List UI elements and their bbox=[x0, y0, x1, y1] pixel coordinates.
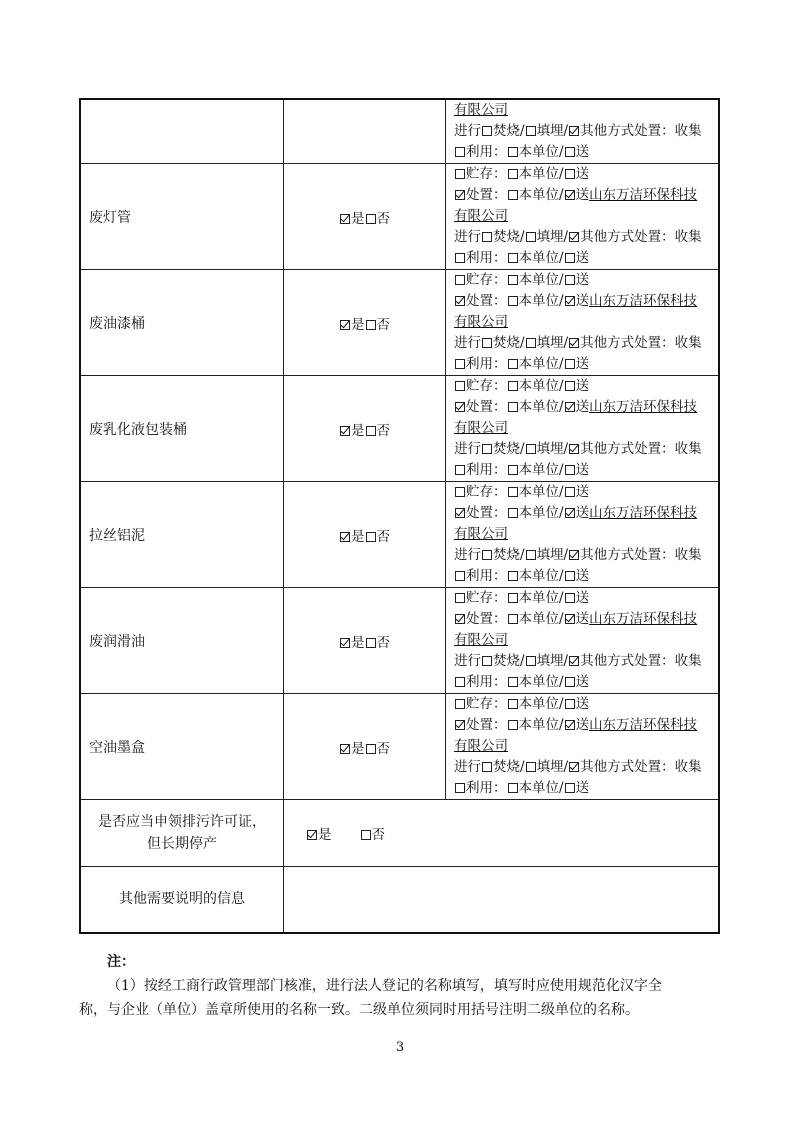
checkbox-burn[interactable] bbox=[482, 550, 492, 560]
checkbox-yes[interactable] bbox=[340, 532, 350, 542]
company-name: 山东万洁环保科技 bbox=[589, 293, 698, 309]
checkbox-dispose[interactable] bbox=[455, 402, 465, 412]
checkbox-dispose-self[interactable] bbox=[508, 508, 518, 518]
checkbox-no[interactable] bbox=[366, 638, 376, 648]
other-info-label: 其他需要说明的信息 bbox=[80, 867, 284, 933]
checkbox-bury[interactable] bbox=[526, 338, 536, 348]
checkbox-store-self[interactable] bbox=[508, 593, 518, 603]
checkbox-dispose-self[interactable] bbox=[508, 402, 518, 412]
company-name-continued: 有限公司 bbox=[454, 738, 508, 754]
checkbox-use-self[interactable] bbox=[508, 465, 518, 475]
company-name: 山东万洁环保科技 bbox=[589, 505, 698, 521]
company-name-continued: 有限公司 bbox=[454, 526, 508, 542]
checkbox-bury[interactable] bbox=[526, 656, 536, 666]
checkbox-bury[interactable] bbox=[526, 762, 536, 772]
company-name: 山东万洁环保科技 bbox=[589, 611, 698, 627]
checkbox-yes[interactable] bbox=[340, 638, 350, 648]
checkbox-use[interactable] bbox=[455, 253, 465, 263]
permit-label: 是否应当申领排污许可证， 但长期停产 bbox=[80, 800, 284, 867]
waste-name-cell bbox=[80, 99, 284, 164]
checkbox-burn[interactable] bbox=[482, 656, 492, 666]
permit-value: 是 否 bbox=[284, 800, 720, 867]
table-row bbox=[80, 482, 719, 588]
checkbox-dispose[interactable] bbox=[455, 614, 465, 624]
checkbox-no[interactable] bbox=[366, 744, 376, 754]
checkbox-dispose[interactable] bbox=[455, 720, 465, 730]
waste-disposal-cell: 贮存： 本单位/ 送 处置： 本单位/ 送山东万洁环保科技 有限公司 进行 焚烧/ 填埋/ 其他方式处置：收集 利用： 本单位/ 送 bbox=[446, 270, 720, 376]
checkbox-dispose[interactable] bbox=[455, 296, 465, 306]
notes-paragraph-1-cont: 称，与企业（单位）盖章所使用的名称一致。二级单位须同时用括号注明二级单位的名称。 bbox=[79, 1002, 639, 1018]
checkbox-store-self[interactable] bbox=[508, 169, 518, 179]
checkbox-use[interactable] bbox=[455, 465, 465, 475]
permit-row bbox=[80, 800, 719, 867]
checkbox-use-send[interactable] bbox=[565, 147, 575, 157]
checkbox-dispose-self[interactable] bbox=[508, 720, 518, 730]
checkbox-no[interactable] bbox=[366, 214, 376, 224]
checkbox-use-self[interactable] bbox=[508, 571, 518, 581]
checkbox-store[interactable] bbox=[455, 275, 465, 285]
company-name-continued: 有限公司 bbox=[454, 314, 508, 330]
company-name: 山东万洁环保科技 bbox=[589, 717, 698, 733]
checkbox-use-send[interactable] bbox=[565, 571, 575, 581]
checkbox-store-send[interactable] bbox=[565, 593, 575, 603]
notes-title: 注： bbox=[107, 954, 135, 970]
checkbox-dispose-send[interactable] bbox=[565, 614, 575, 624]
checkbox-dispose-send[interactable] bbox=[565, 296, 575, 306]
checkbox-use-self[interactable] bbox=[508, 147, 518, 157]
checkbox-dispose[interactable] bbox=[455, 508, 465, 518]
company-name-continued: 有限公司 bbox=[454, 420, 508, 436]
checkbox-bury[interactable] bbox=[526, 232, 536, 242]
waste-name: 废灯管 bbox=[80, 164, 284, 270]
waste-disposal-cell: 贮存： 本单位/ 送 处置： 本单位/ 送山东万洁环保科技 有限公司 进行 焚烧/ 填埋/ 其他方式处置：收集 利用： 本单位/ 送 bbox=[446, 164, 720, 270]
checkbox-store-send[interactable] bbox=[565, 169, 575, 179]
waste-flag-cell: 是 否 bbox=[284, 376, 446, 482]
checkbox-use[interactable] bbox=[455, 147, 465, 157]
checkbox-dispose[interactable] bbox=[455, 190, 465, 200]
checkbox-other[interactable] bbox=[569, 762, 579, 772]
checkbox-burn[interactable] bbox=[482, 762, 492, 772]
checkbox-store-send[interactable] bbox=[565, 699, 575, 709]
checkbox-other[interactable] bbox=[569, 232, 579, 242]
checkbox-store-self[interactable] bbox=[508, 487, 518, 497]
checkbox-burn[interactable] bbox=[482, 338, 492, 348]
table-row bbox=[80, 270, 719, 376]
checkbox-no[interactable] bbox=[366, 320, 376, 330]
checkbox-store[interactable] bbox=[455, 699, 465, 709]
checkbox-store-self[interactable] bbox=[508, 699, 518, 709]
waste-name: 空油墨盒 bbox=[80, 694, 284, 800]
waste-disposal-cell: 有限公司 进行 焚烧/ 填埋/ 其他方式处置：收集 利用： 本单位/ 送 bbox=[446, 99, 720, 164]
checkbox-burn[interactable] bbox=[482, 232, 492, 242]
checkbox-dispose-send[interactable] bbox=[565, 190, 575, 200]
other-info-row bbox=[80, 867, 719, 933]
other-info-value[interactable] bbox=[284, 867, 720, 933]
checkbox-store-self[interactable] bbox=[508, 381, 518, 391]
checkbox-use[interactable] bbox=[455, 359, 465, 369]
waste-flag-cell: 是 否 bbox=[284, 694, 446, 800]
company-name: 山东万洁环保科技 bbox=[589, 187, 698, 203]
waste-disposal-cell: 贮存： 本单位/ 送 处置： 本单位/ 送山东万洁环保科技 有限公司 进行 焚烧/ 填埋/ 其他方式处置：收集 利用： 本单位/ 送 bbox=[446, 588, 720, 694]
checkbox-yes[interactable] bbox=[340, 320, 350, 330]
company-name-continued: 有限公司 bbox=[454, 632, 508, 648]
checkbox-use[interactable] bbox=[455, 571, 465, 581]
waste-flag-cell: 是 否 bbox=[284, 164, 446, 270]
checkbox-use[interactable] bbox=[455, 677, 465, 687]
checkbox-burn[interactable] bbox=[482, 444, 492, 454]
company-name-continued: 有限公司 bbox=[454, 208, 508, 224]
waste-flag-cell: 是 否 bbox=[284, 588, 446, 694]
checkbox-use-send[interactable] bbox=[565, 359, 575, 369]
checkbox-other[interactable] bbox=[569, 126, 579, 136]
checkbox-use-send[interactable] bbox=[565, 465, 575, 475]
checkbox-dispose-send[interactable] bbox=[565, 402, 575, 412]
checkbox-store-send[interactable] bbox=[565, 275, 575, 285]
checkbox-store-self[interactable] bbox=[508, 275, 518, 285]
notes-section bbox=[79, 950, 720, 1022]
waste-disposal-cell: 贮存： 本单位/ 送 处置： 本单位/ 送山东万洁环保科技 有限公司 进行 焚烧/ 填埋/ 其他方式处置：收集 利用： 本单位/ 送 bbox=[446, 482, 720, 588]
waste-flag-cell bbox=[284, 99, 446, 164]
waste-disposal-cell: 贮存： 本单位/ 送 处置： 本单位/ 送山东万洁环保科技 有限公司 进行 焚烧/ 填埋/ 其他方式处置：收集 利用： 本单位/ 送 bbox=[446, 694, 720, 800]
checkbox-burn[interactable] bbox=[482, 126, 492, 136]
waste-disposal-cell: 贮存： 本单位/ 送 处置： 本单位/ 送山东万洁环保科技 有限公司 进行 焚烧/ 填埋/ 其他方式处置：收集 利用： 本单位/ 送 bbox=[446, 376, 720, 482]
checkbox-use-self[interactable] bbox=[508, 253, 518, 263]
checkbox-other[interactable] bbox=[569, 444, 579, 454]
checkbox-use[interactable] bbox=[455, 783, 465, 793]
checkbox-bury[interactable] bbox=[526, 126, 536, 136]
checkbox-other[interactable] bbox=[569, 656, 579, 666]
checkbox-yes[interactable] bbox=[340, 214, 350, 224]
checkbox-bury[interactable] bbox=[526, 444, 536, 454]
checkbox-yes[interactable] bbox=[340, 744, 350, 754]
checkbox-no[interactable] bbox=[366, 426, 376, 436]
checkbox-permit-yes[interactable] bbox=[307, 830, 317, 840]
checkbox-bury[interactable] bbox=[526, 550, 536, 560]
checkbox-other[interactable] bbox=[569, 550, 579, 560]
waste-flag-cell: 是 否 bbox=[284, 270, 446, 376]
waste-flag-cell: 是 否 bbox=[284, 482, 446, 588]
table-row bbox=[80, 99, 719, 164]
checkbox-use-send[interactable] bbox=[565, 783, 575, 793]
checkbox-use-self[interactable] bbox=[508, 677, 518, 687]
checkbox-use-self[interactable] bbox=[508, 783, 518, 793]
checkbox-dispose-send[interactable] bbox=[565, 508, 575, 518]
checkbox-dispose-self[interactable] bbox=[508, 190, 518, 200]
checkbox-use-send[interactable] bbox=[565, 253, 575, 263]
checkbox-use-send[interactable] bbox=[565, 677, 575, 687]
checkbox-store-send[interactable] bbox=[565, 487, 575, 497]
notes-paragraph-1: （1）按经工商行政管理部门核准，进行法人登记的名称填写，填写时应使用规范化汉字全 bbox=[107, 978, 662, 994]
checkbox-other[interactable] bbox=[569, 338, 579, 348]
checkbox-use-self[interactable] bbox=[508, 359, 518, 369]
table-row bbox=[80, 164, 719, 270]
checkbox-dispose-self[interactable] bbox=[508, 614, 518, 624]
checkbox-store[interactable] bbox=[455, 593, 465, 603]
company-name: 山东万洁环保科技 bbox=[589, 399, 698, 415]
hazardous-waste-table bbox=[79, 98, 720, 934]
checkbox-store[interactable] bbox=[455, 169, 465, 179]
checkbox-no[interactable] bbox=[366, 532, 376, 542]
waste-name: 拉丝铝泥 bbox=[80, 482, 284, 588]
checkbox-dispose-self[interactable] bbox=[508, 296, 518, 306]
checkbox-store-send[interactable] bbox=[565, 381, 575, 391]
waste-name: 废润滑油 bbox=[80, 588, 284, 694]
table-row bbox=[80, 376, 719, 482]
waste-name: 废油漆桶 bbox=[80, 270, 284, 376]
waste-name: 废乳化液包装桶 bbox=[80, 376, 284, 482]
checkbox-permit-no[interactable] bbox=[361, 830, 371, 840]
checkbox-dispose-send[interactable] bbox=[565, 720, 575, 730]
checkbox-store[interactable] bbox=[455, 487, 465, 497]
checkbox-store[interactable] bbox=[455, 381, 465, 391]
page-number: 3 bbox=[395, 1040, 405, 1055]
table-row bbox=[80, 588, 719, 694]
table-row bbox=[80, 694, 719, 800]
company-name-continued: 有限公司 bbox=[454, 102, 508, 118]
checkbox-yes[interactable] bbox=[340, 426, 350, 436]
